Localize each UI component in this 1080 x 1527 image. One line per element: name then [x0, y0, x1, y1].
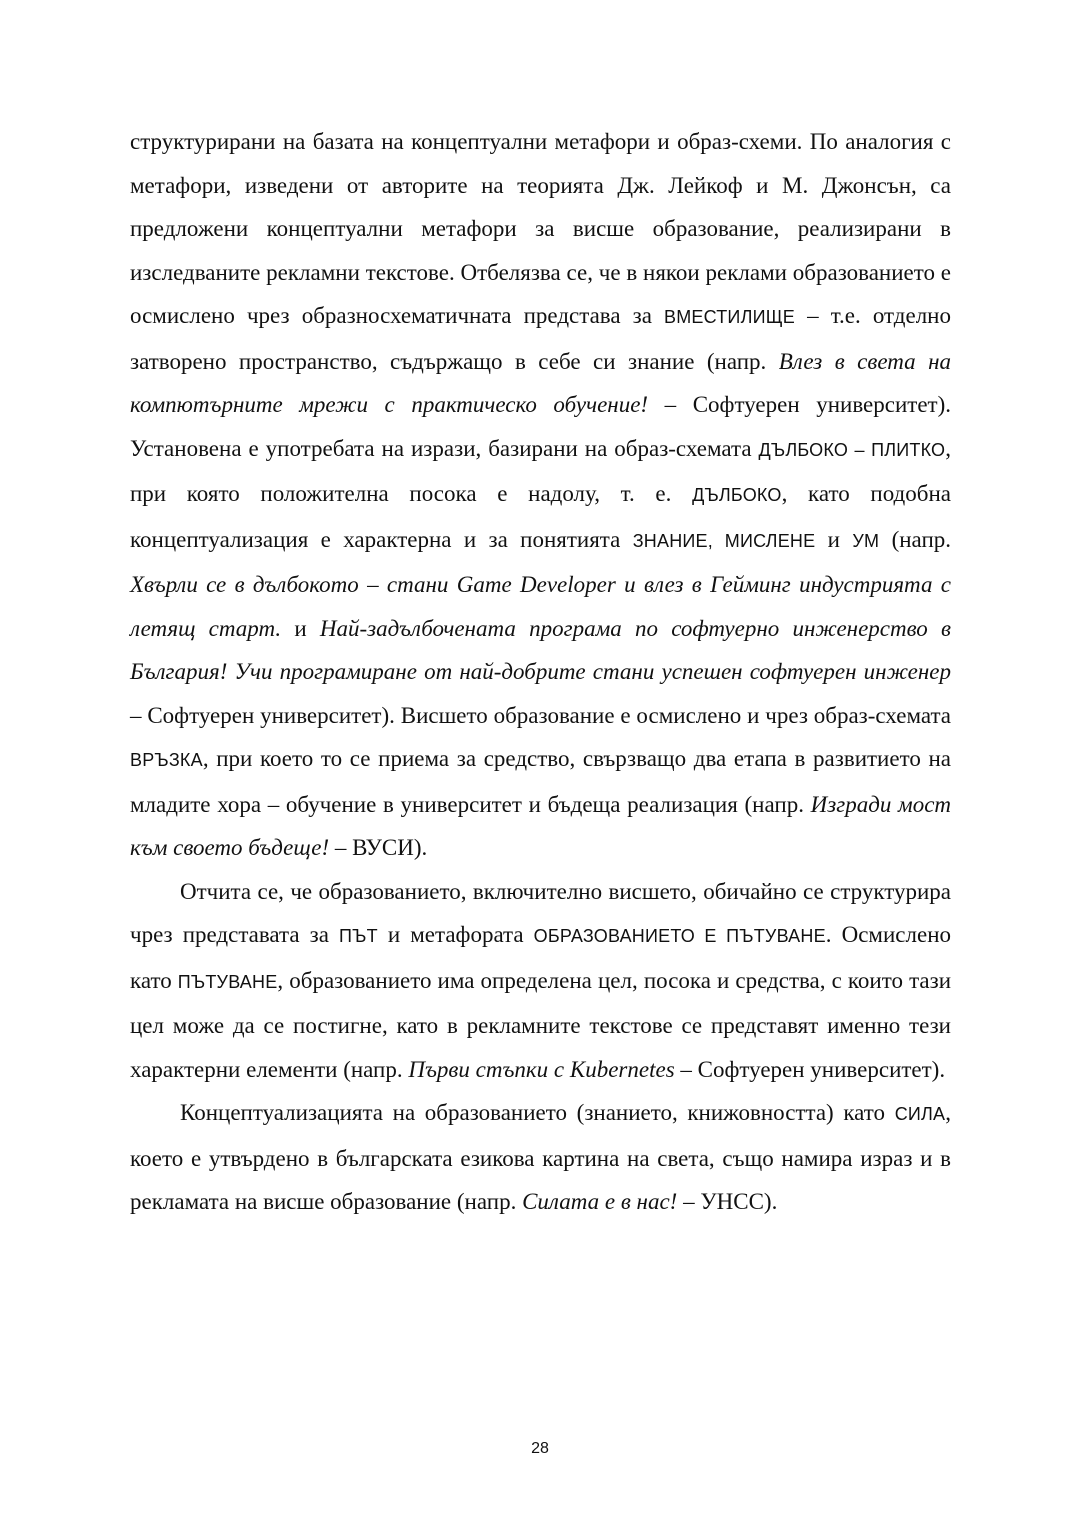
paragraph-1	[130, 120, 951, 870]
text-run: – Софтуерен университет).	[674, 1056, 946, 1082]
text-run: . Осмислено като	[130, 922, 951, 993]
text-run: – Софтуерен университет). Висшето образование е осмислено и чрез образ-схемата	[130, 702, 951, 728]
small-caps-term: ВРЪЗКА	[130, 750, 203, 770]
italic-example: Първи стъпки с Kubernetes	[408, 1056, 675, 1082]
text-run: – УНСС).	[677, 1189, 778, 1214]
text-run: Концептуализацията на образованието (знанието, книжовността) като	[180, 1100, 895, 1125]
small-caps-term: ЗНАНИЕ, МИСЛЕНЕ	[632, 530, 816, 551]
italic-example: Влез в света на компютърните мрежи с практическо обучение!	[130, 348, 951, 417]
text-run: (напр.	[879, 526, 951, 552]
small-caps-term: ПЪТ	[339, 926, 378, 946]
text-run: , при която положителна посока е надолу, т. е.	[130, 435, 951, 506]
text-run: Отчита се, че образованието, включително висшето, обичайно се структурира чрез представата за	[130, 878, 951, 947]
text-run: , което е утвърдено в българската езикова картина на света, също намира израз и в рекламата на висше образование (напр.	[130, 1100, 951, 1214]
small-caps-term: ВМЕСТИЛИЩЕ	[664, 307, 796, 327]
body-text	[130, 120, 951, 1224]
small-caps-term: УМ	[852, 530, 880, 551]
text-run: , при което то се приема за средство, свързващо два етапа в развитието на младите хора – обучение в университет и бъдеща реализация (напр.	[130, 746, 951, 817]
text-run: и	[281, 615, 320, 641]
italic-example: Най-задълбочената програма по софтуерно инженерство в България! Учи програмиране от най-добрите стани успешен софтуерен инженер	[130, 615, 951, 684]
text-run: структурирани на базата на концептуални метафори и образ-схеми. По аналогия с метафори, изведени от авторите на теорията Дж. Лейкоф и М. Джонсън, са предложени концептуални метафори за висше образование, реализирани в изследваните рекламни текстове. Отбелязва се, че в някои реклами образованието е осмислено чрез образносхематичната представа за	[130, 129, 951, 328]
page-number: 28	[531, 1440, 549, 1457]
paragraph-2	[130, 870, 951, 1092]
text-run: , образованието има определена цел, посока и средства, с които тази цел може да се постигне, като в рекламните текстове се представят именно тези характерни елементи (напр.	[130, 967, 951, 1082]
text-run: и	[815, 526, 853, 552]
small-caps-term: ПЪТУВАНЕ	[177, 971, 278, 992]
text-run: – ВУСИ).	[329, 835, 428, 860]
text-run: , като подобна концептуализация е характерна и за понятията	[130, 481, 951, 552]
text-run: – Софтуерен университет). Установена е употребата на изрази, базирани на образ-схемата	[130, 392, 951, 461]
italic-example: Силата е в нас!	[522, 1189, 678, 1214]
italic-example: Изгради мост към своето бъдеще!	[130, 791, 952, 860]
small-caps-term: ДЪЛБОКО – ПЛИТКО	[758, 439, 946, 460]
text-run: и метафората	[377, 922, 534, 947]
italic-example: Хвърли се в дълбокото – стани Game Developer и влез в Гейминг индустрията с летящ старт.	[130, 572, 951, 641]
small-caps-term: ОБРАЗОВАНИЕТО Е ПЪТУВАНЕ	[533, 926, 826, 946]
paragraph-3	[130, 1091, 951, 1224]
small-caps-term: ДЪЛБОКО	[692, 485, 782, 505]
text-run: – т.е. отделно затворено пространство, съдържащо в себе си знание (напр.	[130, 303, 951, 374]
small-caps-term: СИЛА	[894, 1104, 946, 1124]
